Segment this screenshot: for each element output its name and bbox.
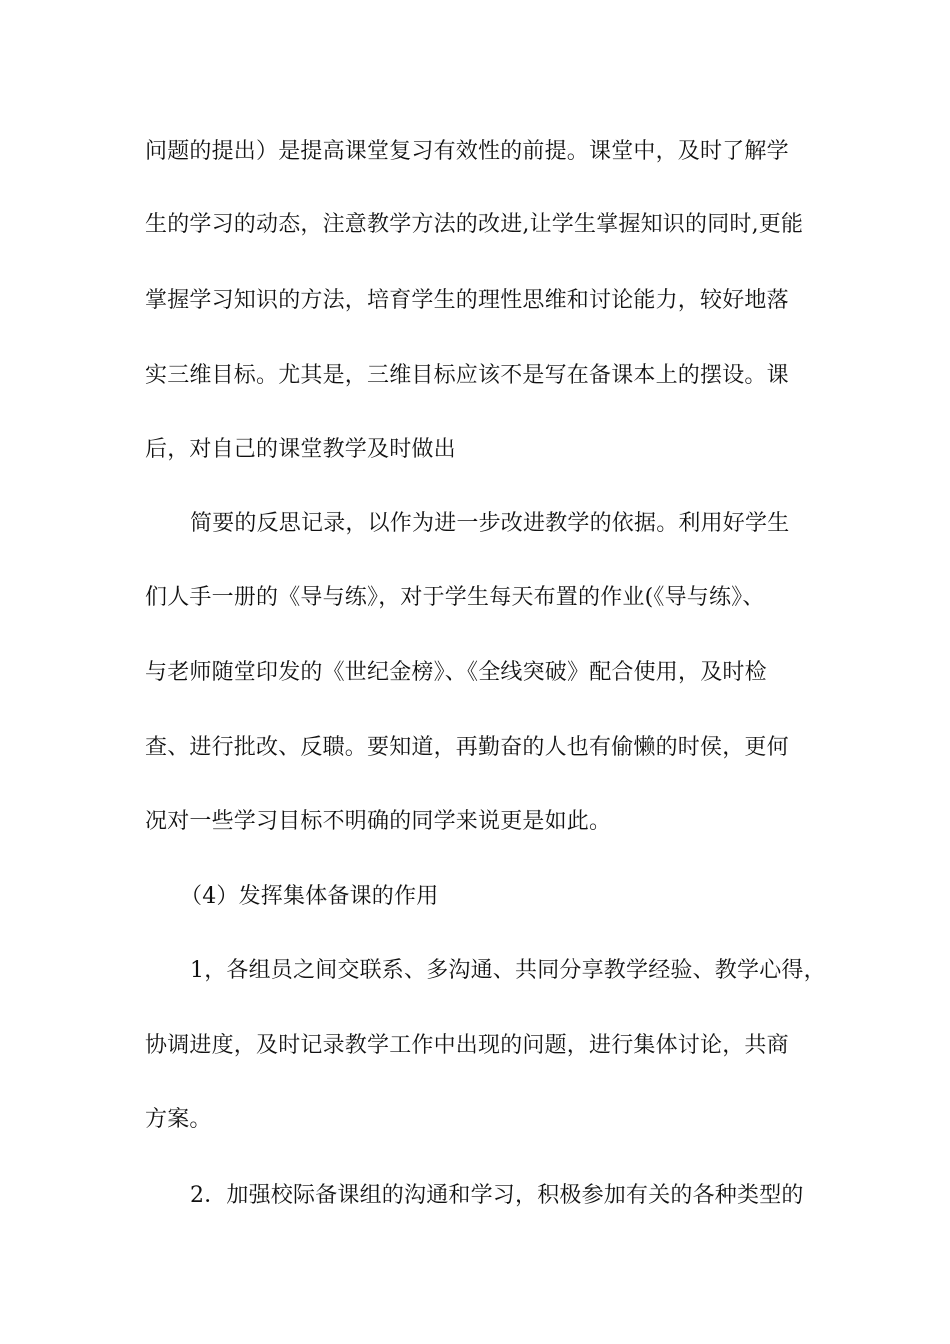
paragraph-line: 查、进行批改、反聩。要知道，再勤奋的人也有偷懒的时侯，更何 <box>145 735 789 760</box>
paragraph-line: 问题的提出）是提高课堂复习有效性的前提。课堂中，及时了解学 <box>145 139 789 164</box>
paragraph-line: 后，对自己的课堂教学及时做出 <box>145 437 456 462</box>
paragraph-line: 况对一些学习目标不明确的同学来说更是如此。 <box>145 809 612 834</box>
paragraph-line: 掌握学习知识的方法，培育学生的理性思维和讨论能力，较好地落 <box>145 288 789 313</box>
list-item-line: 2．加强校际备课组的沟通和学习，积极参加有关的各种类型的 <box>190 1183 804 1208</box>
list-item-line: 1，各组员之间交联系、多沟通、共同分享教学经验、教学心得， <box>190 958 826 983</box>
paragraph-line: 生的学习的动态，注意教学方法的改进,让学生掌握知识的同时,更能 <box>145 212 804 237</box>
section-heading: （4）发挥集体备课的作用 <box>180 884 439 909</box>
paragraph-line: 方案。 <box>145 1107 212 1132</box>
paragraph-line: 们人手一册的《导与练》，对于学生每天布置的作业(《导与练》、 <box>145 585 765 610</box>
paragraph-line: 实三维目标。尤其是，三维目标应该不是写在备课本上的摆设。课 <box>145 363 789 388</box>
paragraph-line: 协调进度，及时记录教学工作中出现的问题，进行集体讨论，共商 <box>145 1033 789 1058</box>
paragraph-line: 与老师随堂印发的《世纪金榜》、《全线突破》配合使用，及时检 <box>145 660 767 685</box>
paragraph-line: 简要的反思记录，以作为进一步改进教学的依据。利用好学生 <box>190 511 790 536</box>
